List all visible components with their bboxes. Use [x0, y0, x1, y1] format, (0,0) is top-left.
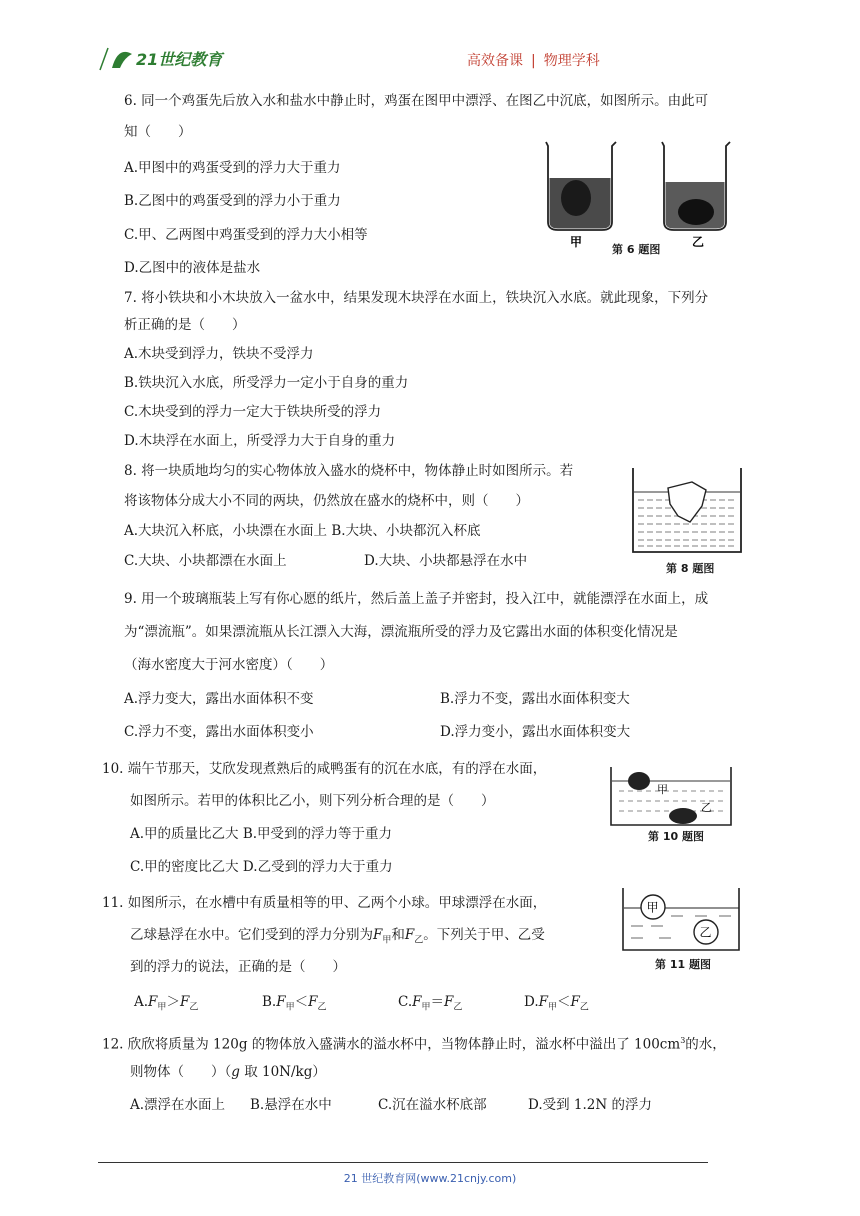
q11-stem-line1: 11. 如图所示，在水槽中有质量相等的甲、乙两个小球。甲球漂浮在水面，: [102, 895, 547, 911]
q11-option-c: $C.F_甲=F_乙$: [398, 994, 463, 1013]
q7-option-c: C.木块受到的浮力一定大于铁块所受的浮力: [124, 404, 382, 420]
q9-option-b: B.浮力不变，露出水面体积变大: [440, 691, 630, 707]
svg-text:乙: 乙: [701, 801, 712, 814]
svg-text:乙: 乙: [692, 235, 705, 249]
q9-stem-line3: （海水密度大于河水密度）（ ）: [124, 657, 334, 673]
q7-option-a: A.木块受到浮力，铁块不受浮力: [124, 346, 314, 362]
q9-option-a: A.浮力变大，露出水面体积不变: [124, 691, 314, 707]
q10-stem-line1: 10. 端午节那天，艾欣发现煮熟后的咸鸭蛋有的沉在水底，有的浮在水面，: [102, 761, 547, 777]
q9-stem-line1: 9. 用一个玻璃瓶装上写有你心愿的纸片，然后盖上盖子并密封，投入江中，就能漂浮在水面上，成: [124, 591, 709, 607]
brand-logo: [98, 44, 228, 74]
q6-caption: 第 6 题图: [612, 243, 661, 256]
q7-stem-line2: 析正确的是（ ）: [124, 317, 246, 333]
q9-option-c: C.浮力不变，露出水面体积变小: [124, 724, 314, 740]
q11-option-d: $D.F_甲<F_乙$: [524, 994, 589, 1013]
q6-option-c: C.甲、乙两图中鸡蛋受到的浮力大小相等: [124, 227, 368, 243]
q6-option-d: D.乙图中的液体是盐水: [124, 260, 261, 276]
q12-stem-line1: 12. 欣欣将质量为 120g 的物体放入盛满水的溢水杯中，当物体静止时，溢水杯中溢出了 $100cm^3$的水，: [102, 1036, 726, 1053]
q11-figure: [621, 886, 741, 952]
q6-option-a: A.甲图中的鸡蛋受到的浮力大于重力: [124, 160, 341, 176]
footer-divider: [98, 1162, 708, 1163]
q11-stem-line3: 到的浮力的说法，正确的是（ ）: [130, 959, 346, 975]
header-subject: [467, 50, 600, 70]
q12-option-c: C.沉在溢水杯底部: [378, 1097, 487, 1113]
header-divider: |: [531, 53, 536, 69]
q7-option-b: B.铁块沉入水底，所受浮力一定小于自身的重力: [124, 375, 409, 391]
q8-caption: 第 8 题图: [666, 562, 715, 575]
q10-caption: 第 10 题图: [648, 830, 704, 843]
q6-stem-line1: 6. 同一个鸡蛋先后放入水和盐水中静止时，鸡蛋在图甲中漂浮、在图乙中沉底，如图所示。由此可: [124, 93, 709, 109]
q7-option-d: D.木块浮在水面上，所受浮力大于自身的重力: [124, 433, 396, 449]
q7-stem-line1: 7. 将小铁块和小木块放入一盆水中，结果发现木块浮在水面上，铁块沉入水底。就此现象，下列分: [124, 290, 709, 306]
q12-option-b: B.悬浮在水中: [250, 1097, 332, 1113]
q10-stem-line2: 如图所示。若甲的体积比乙小，则下列分析合理的是（ ）: [130, 793, 495, 809]
q11-caption: 第 11 题图: [655, 958, 711, 971]
q6-option-b: B.乙图中的鸡蛋受到的浮力小于重力: [124, 193, 341, 209]
svg-text:21世纪教育: 21世纪教育: [136, 50, 223, 69]
q12-option-a: A.漂浮在水面上: [130, 1097, 226, 1113]
q10-option-cd: C.甲的密度比乙大 D.乙受到的浮力大于重力: [130, 859, 393, 875]
q9-option-d: D.浮力变小，露出水面体积变大: [440, 724, 631, 740]
svg-text:甲: 甲: [646, 900, 659, 915]
q9-stem-line2: 为“漂流瓶”。如果漂流瓶从长江漂入大海，漂流瓶所受的浮力及它露出水面的体积变化情况是: [124, 624, 678, 640]
svg-text:乙: 乙: [699, 925, 712, 940]
svg-text:甲: 甲: [657, 783, 668, 796]
q8-figure: [630, 466, 744, 558]
q10-option-ab: A.甲的质量比乙大 B.甲受到的浮力等于重力: [130, 826, 393, 842]
q12-stem-line2: 则物体（ ）（g 取 10N/kg）: [130, 1064, 326, 1080]
q11-stem-line2: 乙球悬浮在水中。它们受到的浮力分别为$F_甲$和$F_乙$。下列关于甲、乙受: [130, 927, 545, 946]
q8-option-d: D.大块、小块都悬浮在水中: [364, 553, 528, 569]
q6-stem-line2: 知（ ）: [124, 124, 192, 140]
q10-figure: [609, 765, 733, 827]
q12-option-d: D.受到 1.2N 的浮力: [528, 1097, 652, 1113]
header-subject-right: 物理学科: [543, 53, 600, 69]
q8-stem-line2: 将该物体分成大小不同的两块，仍然放在盛水的烧杯中，则（ ）: [124, 493, 529, 509]
header-subject-left: 高效备课: [467, 53, 523, 69]
footer-text: 21 世纪教育网(www.21cnjy.com): [343, 1172, 517, 1185]
q11-option-a: $A.F_甲>F_乙$: [134, 994, 199, 1013]
q8-stem-line1: 8. 将一块质地均匀的实心物体放入盛水的烧杯中，物体静止时如图所示。若: [124, 463, 574, 479]
svg-text:甲: 甲: [570, 235, 583, 249]
q8-option-c: C.大块、小块都漂在水面上: [124, 553, 287, 569]
q8-option-ab: A.大块沉入杯底，小块漂在水面上 B.大块、小块都沉入杯底: [124, 523, 481, 539]
q11-option-b: $B.F_甲<F_乙$: [262, 994, 327, 1013]
